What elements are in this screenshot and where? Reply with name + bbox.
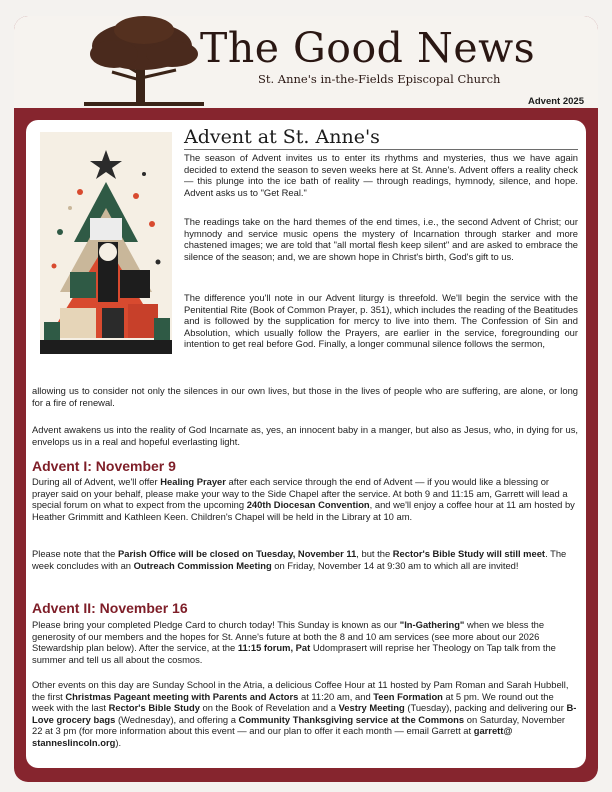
lead-paragraph-3-end: allowing us to consider not only the silences in our own lives, but those in the lives of people who are suffering, are alone, or long for a fire of renewal. bbox=[32, 385, 578, 408]
page-frame bbox=[14, 16, 598, 782]
garrett-email-link[interactable]: garrett@ stanneslincoln.org bbox=[32, 725, 513, 748]
lead-paragraph-3-start: The difference you'll note in our Advent liturgy is threefold. We'll begin the service with the Penitential Rite (Book of Common Prayer, p. 351), which includes the reading of the Beatitudes and is followed by the supplication for mercy to live into them. The Confession of Sin and Absolution, which usually follow the Prayers, are earlier in the service, foregrounding our intention to get real before God. Finally, a longer communal silence follows the sermon, bbox=[184, 292, 578, 350]
content-sheet bbox=[26, 120, 586, 768]
lead-paragraph-1: The season of Advent invites us to enter its rhythms and mysteries, thus we have again decided to extend the season to seven weeks here at St. Anne's. Advent offers a reality check — this plunge into the ice bath of reality — through readings, hymnody, silence, and hope. Advent asks us to "Get Real." bbox=[184, 152, 578, 198]
lead-paragraph-2: The readings take on the hard themes of the end times, i.e., the second Advent of Christ; our hymnody and service music opens the mystery of Incarnation through starker and more chastened images; we are told that "all mortal flesh keep silent" and are asked to embrace the silence of the season; and, we are shown hope in Christ's birth, God's gift to us. bbox=[184, 216, 578, 262]
advent-2-heading: Advent II: November 16 bbox=[32, 600, 188, 616]
church-name: St. Anne's in-the-Fields Episcopal Church bbox=[258, 72, 501, 86]
advent-2-paragraph-1: Please bring your completed Pledge Card to church today! This Sunday is known as our "In-Gathering" when we bless the generosity of our members and the hopes for St. Anne's future at both the 8 and 10 am services (see more about our 2026 Stewardship plan below). After the service, at the 11:15 forum, Pat Udomprasert will reprise her Theology on Tap talk from the summer and tell us all about the cosmos. bbox=[32, 619, 556, 665]
advent-1-paragraph-2: Please note that the Parish Office will be closed on Tuesday, November 11, but the Rector's Bible Study will still meet. The week concludes with an Outreach Commission Meeting on Friday, November 14 at 9:30 am to which all are invited! bbox=[32, 548, 567, 571]
masthead bbox=[14, 16, 598, 108]
issue-label: Advent 2025 bbox=[528, 96, 584, 107]
lead-paragraph-4: Advent awakens us into the reality of God Incarnate as, yes, an innocent baby in a manger, but also as Jesus, who, in dying for us, envelops us in a real and hopeful everlasting light. bbox=[32, 424, 578, 447]
advent-tree-illustration-icon bbox=[40, 132, 172, 354]
newsletter-title: The Good News bbox=[200, 24, 536, 72]
advent-1-heading: Advent I: November 9 bbox=[32, 458, 176, 474]
advent-1-paragraph-1: During all of Advent, we'll offer Healing Prayer after each service through the end of Advent — if you would like a blessing or prayer said on your behalf, please make your way to the Side Chapel after the service. At both 9 and 11:15 am, Garrett will lead a special forum on what to expect from the upcoming 240th Diocesan Convention, and we'll enjoy a coffee hour at 11 am hosted by Heather Grimmitt and Kathleen Keen. Children's Chapel will be held in the Library at 10 am. bbox=[32, 476, 575, 522]
lead-article-heading: Advent at St. Anne's bbox=[184, 126, 578, 150]
tree-logo-icon bbox=[84, 16, 204, 106]
advent-2-paragraph-2: Other events on this day are Sunday School in the Atria, a delicious Coffee Hour at 11 hosted by Pam Roman and Sarah Hubbell, the first Christmas Pageant meeting with Parents and Actors at 11:20 am, and Teen Formation at 5 pm. We round out the week with the last Rector's Bible Study on the Book of Revelation and a Vestry Meeting (Tuesday), packing and delivering our B-Love grocery bags (Wednesday), and offering a Community Thanksgiving service at the Commons on Saturday, November 22 at 3 pm (for more information about this event — and our plan to offer it each month — email Garrett at garrett@ stanneslincoln.org). bbox=[32, 679, 577, 748]
